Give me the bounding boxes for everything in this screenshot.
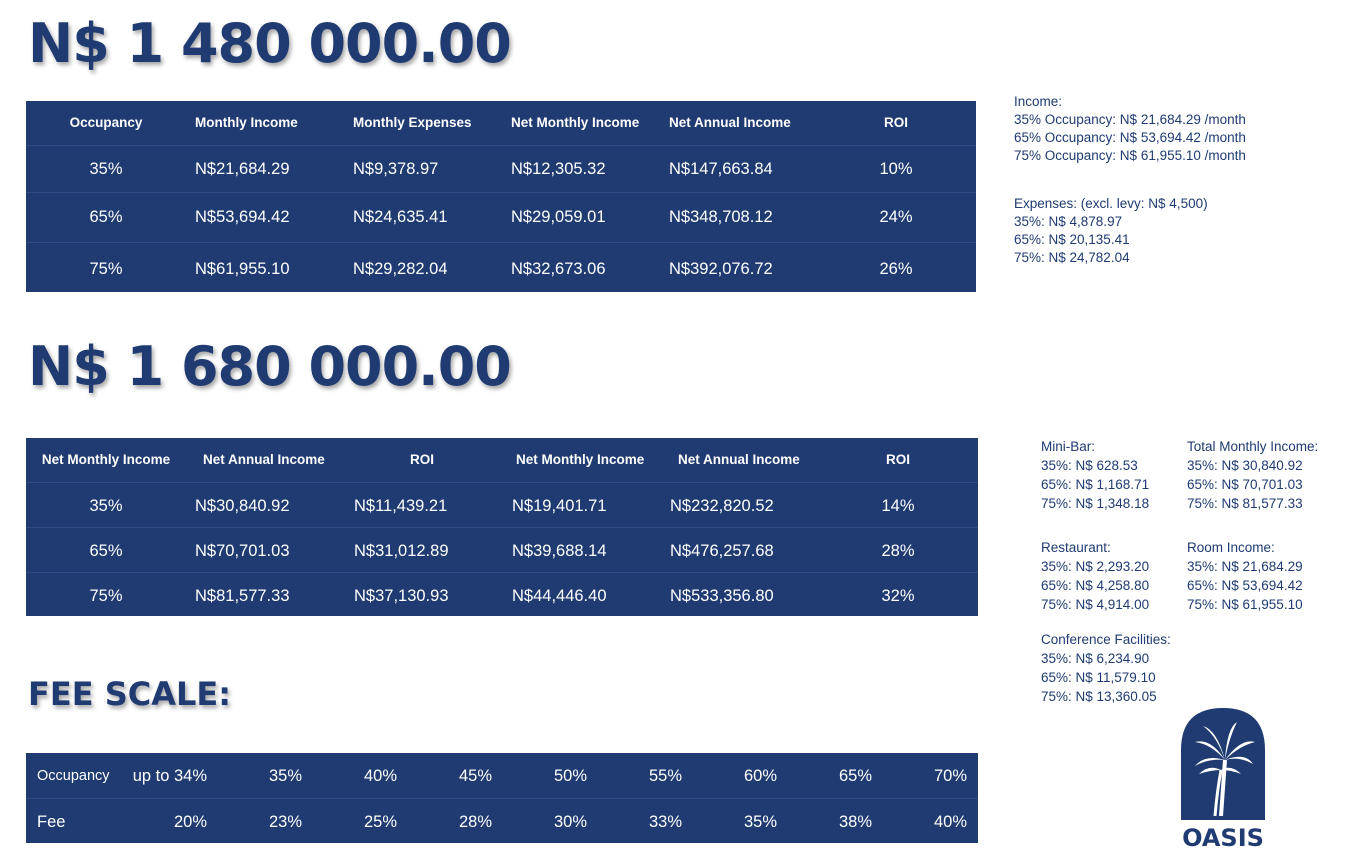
income-line: 65% Occupancy: N$ 53,694.42 /month [1014,130,1246,145]
restaurant-title: Restaurant: [1041,540,1111,555]
income-title: Income: [1014,94,1063,109]
cell-roi: 26% [879,260,913,278]
table-row [26,146,976,193]
cell-roi: 32% [881,587,915,605]
cell-value: N$70,701.03 [195,542,290,560]
header-monthly-expenses: Monthly Expenses [353,115,472,130]
room-title: Room Income: [1187,540,1275,555]
expenses-line: 65%: N$ 20,135.41 [1014,232,1130,247]
fee-value: 40% [933,813,967,831]
logo-text: OASIS [1182,824,1264,849]
header-occupancy: Occupancy [69,115,143,130]
room-line: 35%: N$ 21,684.29 [1187,559,1303,574]
conference-line: 75%: N$ 13,360.05 [1041,689,1157,704]
cell-net-monthly-income: N$32,673.06 [511,260,606,278]
roi-table-1480000 [26,101,976,292]
occupancy-value: 55% [648,767,682,785]
fee-value: 23% [268,813,302,831]
cell-value: N$533,356.80 [670,587,774,605]
occupancy-value: up to 34% [132,767,207,785]
palm-tree-icon [1181,708,1265,849]
cell-roi: 24% [879,208,913,226]
conference-notes [1041,630,1171,706]
restaurant-line: 35%: N$ 2,293.20 [1041,559,1150,574]
cell-occupancy: 75% [89,260,123,278]
header-monthly-income: Monthly Income [195,115,298,130]
roi-table-1680000 [26,438,978,616]
cell-value: N$476,257.68 [670,542,774,560]
cell-value: N$39,688.14 [512,542,607,560]
income-line: 35% Occupancy: N$ 21,684.29 /month [1014,112,1246,127]
occupancy-label: Occupancy [37,768,110,784]
fee-value: 28% [458,813,492,831]
occupancy-row [26,753,978,799]
header-net-monthly-income: Net Monthly Income [41,452,171,467]
table-header-row [26,101,976,146]
header-roi: ROI [885,452,910,467]
expenses-line: 35%: N$ 4,878.97 [1014,214,1123,229]
table-row [26,193,976,243]
price-heading-1680000: N$ 1 680 000.00 [28,335,511,398]
fee-label: Fee [37,813,66,831]
conference-title: Conference Facilities: [1041,632,1171,647]
total-income-notes [1187,437,1318,513]
cell-net-monthly-income: N$12,305.32 [511,160,606,178]
fee-scale-table [26,753,978,843]
table-row [26,573,978,619]
fee-value: 38% [838,813,872,831]
cell-roi: 28% [881,542,915,560]
cell-monthly-income: N$21,684.29 [195,160,290,178]
cell-net-annual-income: N$392,076.72 [669,260,773,278]
income-notes [1014,93,1246,165]
occupancy-value: 40% [363,767,397,785]
occupancy-value: 45% [458,767,492,785]
cell-net-monthly-income: N$29,059.01 [511,208,606,226]
occupancy-value: 35% [268,767,302,785]
total-line: 35%: N$ 30,840.92 [1187,458,1303,473]
cell-value: N$37,130.93 [354,587,449,605]
cell-occupancy: 75% [89,587,123,605]
minibar-line: 35%: N$ 628.53 [1041,458,1138,473]
occupancy-value: 70% [933,767,967,785]
price-heading-1480000: N$ 1 480 000.00 [28,12,511,75]
fee-value: 33% [648,813,682,831]
fee-row [26,799,978,844]
fee-value: 25% [363,813,397,831]
cell-value: N$232,820.52 [670,497,774,515]
cell-roi: 14% [881,497,915,515]
conference-line: 35%: N$ 6,234.90 [1041,651,1150,666]
cell-value: N$30,840.92 [195,497,290,515]
minibar-title: Mini-Bar: [1041,439,1096,454]
cell-net-annual-income: N$348,708.12 [669,208,773,226]
cell-monthly-expenses: N$29,282.04 [353,260,448,278]
oasis-logo [1181,708,1265,849]
cell-value: N$11,439.21 [354,497,448,515]
minibar-notes [1041,437,1149,513]
fee-value: 35% [743,813,777,831]
header-net-annual-income: Net Annual Income [669,115,791,130]
cell-occupancy: 35% [89,160,123,178]
minibar-line: 65%: N$ 1,168.71 [1041,477,1150,492]
table-row [26,243,976,295]
minibar-line: 75%: N$ 1,348.18 [1041,496,1150,511]
header-roi: ROI [883,115,908,130]
restaurant-line: 75%: N$ 4,914.00 [1041,597,1150,612]
expenses-notes [1014,195,1208,267]
room-income-notes [1187,538,1303,614]
total-line: 65%: N$ 70,701.03 [1187,477,1303,492]
occupancy-value: 65% [838,767,872,785]
occupancy-value: 50% [553,767,587,785]
restaurant-notes [1041,538,1149,614]
table-row [26,483,978,528]
fee-value: 30% [553,813,587,831]
cell-monthly-expenses: N$24,635.41 [353,208,448,226]
header-roi: ROI [409,452,434,467]
cell-monthly-income: N$61,955.10 [195,260,290,278]
cell-occupancy: 35% [89,497,123,515]
cell-value: N$31,012.89 [354,542,449,560]
header-net-annual-income: Net Annual Income [203,452,325,467]
expenses-title: Expenses: (excl. levy: N$ 4,500) [1014,196,1208,211]
cell-occupancy: 65% [89,208,123,226]
income-line: 75% Occupancy: N$ 61,955.10 /month [1014,148,1246,163]
occupancy-value: 60% [743,767,777,785]
fee-scale-heading: FEE SCALE: [28,675,232,713]
header-net-monthly-income: Net Monthly Income [511,115,640,130]
cell-value: N$81,577.33 [195,587,290,605]
cell-value: N$44,446.40 [512,587,607,605]
header-net-annual-income: Net Annual Income [678,452,800,467]
header-net-monthly-income: Net Monthly Income [516,452,645,467]
fee-value: 20% [173,813,207,831]
conference-line: 65%: N$ 11,579.10 [1041,670,1156,685]
cell-monthly-income: N$53,694.42 [195,208,290,226]
room-line: 75%: N$ 61,955.10 [1187,597,1303,612]
cell-occupancy: 65% [89,542,123,560]
expenses-line: 75%: N$ 24,782.04 [1014,250,1130,265]
room-line: 65%: N$ 53,694.42 [1187,578,1303,593]
cell-net-annual-income: N$147,663.84 [669,160,773,178]
cell-monthly-expenses: N$9,378.97 [353,160,439,178]
table-header-row [26,438,978,483]
total-title: Total Monthly Income: [1187,439,1319,454]
cell-value: N$19,401.71 [512,497,607,515]
table-row [26,528,978,573]
restaurant-line: 65%: N$ 4,258.80 [1041,578,1150,593]
total-line: 75%: N$ 81,577.33 [1187,496,1303,511]
cell-roi: 10% [879,160,913,178]
